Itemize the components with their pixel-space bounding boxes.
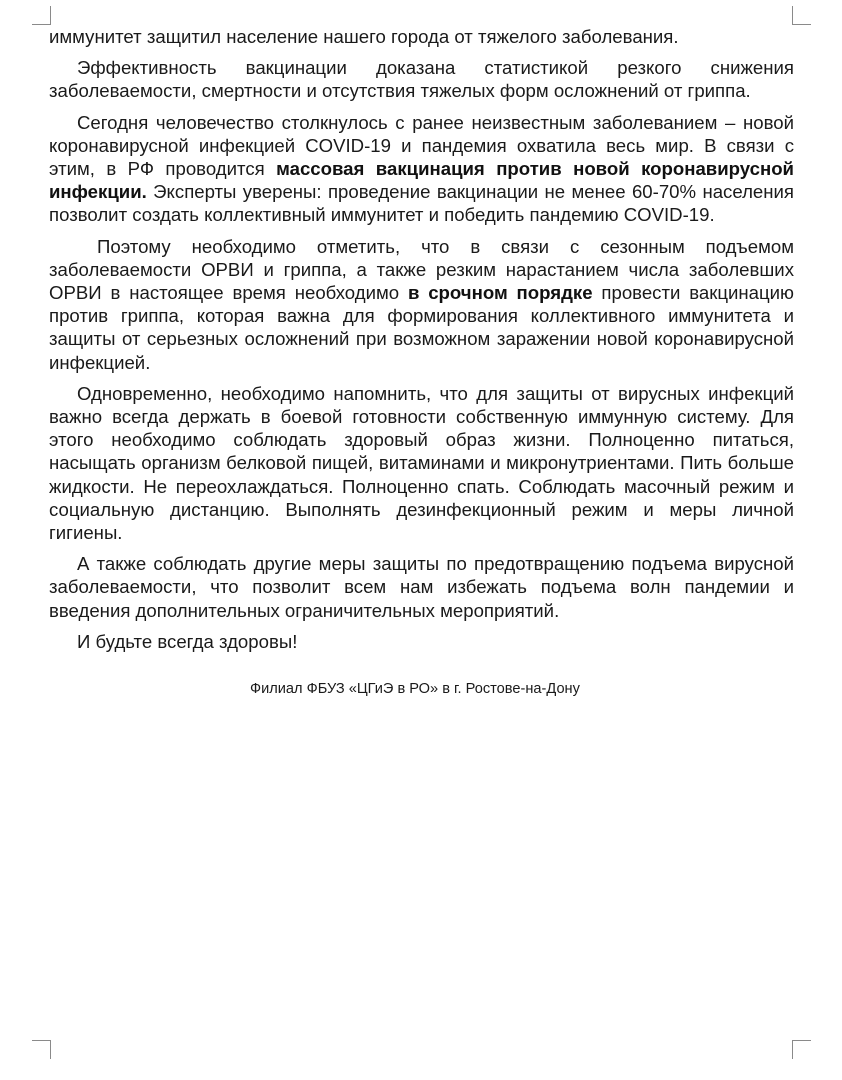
crop-mark-top-right	[792, 6, 811, 25]
paragraph-flu-bold: в срочном порядке	[407, 282, 593, 304]
signature-line: Филиал ФБУЗ «ЦГиЭ в РО» в г. Ростове-на-Дону	[250, 681, 580, 697]
paragraph-covid-text-2: Эксперты уверены: проведение вакцинации не менее 60-70% населения позволит создать коллективный иммунитет и победить пандемию COVID-19.	[49, 181, 794, 226]
paragraph-other-measures: А также соблюдать другие меры защиты по предотвращению подъема вирусной заболеваемости, что позволит всем нам избежать подъема волн пандемии и введения дополнительных ограничительных мероприятий.	[49, 553, 794, 621]
paragraph-flu-text-1: Поэтому необходимо отметить, что в связи с сезонным подъемом заболеваемости ОРВИ и гриппа, а также резким нарастанием числа заболевших ОРВИ в настоящее время необходимо	[49, 235, 794, 304]
paragraph-covid-text-1: Сегодня человечество столкнулось с ранее неизвестным заболеванием – новой коронавирусной инфекцией COVID-19 и пандемия охватила весь мир. В связи с этим, в РФ проводится	[49, 111, 794, 180]
document-body	[49, 25, 794, 661]
paragraph-continuation: иммунитет защитил население нашего города от тяжелого заболевания.	[49, 26, 679, 47]
paragraph-flu-vaccination	[49, 235, 794, 374]
paragraph-flu-text-2: провести вакцинацию против гриппа, которая важна для формирования коллективного иммунитета и защиты от серьезных осложнений при возможном заражении новой коронавирусной инфекцией.	[49, 282, 794, 373]
crop-mark-bottom-left	[32, 1040, 51, 1059]
crop-mark-top-left	[32, 6, 51, 25]
crop-mark-bottom-right	[792, 1040, 811, 1059]
paragraph-covid	[49, 111, 794, 227]
paragraph-vaccination-effectiveness: Эффективность вакцинации доказана статистикой резкого снижения заболеваемости, смертности и отсутствия тяжелых форм осложнений от гриппа.	[49, 57, 794, 102]
paragraph-covid-bold: массовая вакцинация против новой коронавирусной инфекции.	[49, 158, 794, 203]
paragraph-closing: И будьте всегда здоровы!	[77, 630, 298, 652]
paragraph-immune-system: Одновременно, необходимо напомнить, что для защиты от вирусных инфекций важно всегда держать в боевой готовности собственную иммунную систему. Для этого необходимо соблюдать здоровый образ жизни. Полноценно питаться, насыщать организм белковой пищей, витаминами и микронутриентами. Пить больше жидкости. Не переохлаждаться. Полноценно спать. Соблюдать масочный режим и социальную дистанцию. Выполнять дезинфекционный режим и меры личной гигиены.	[49, 382, 794, 544]
